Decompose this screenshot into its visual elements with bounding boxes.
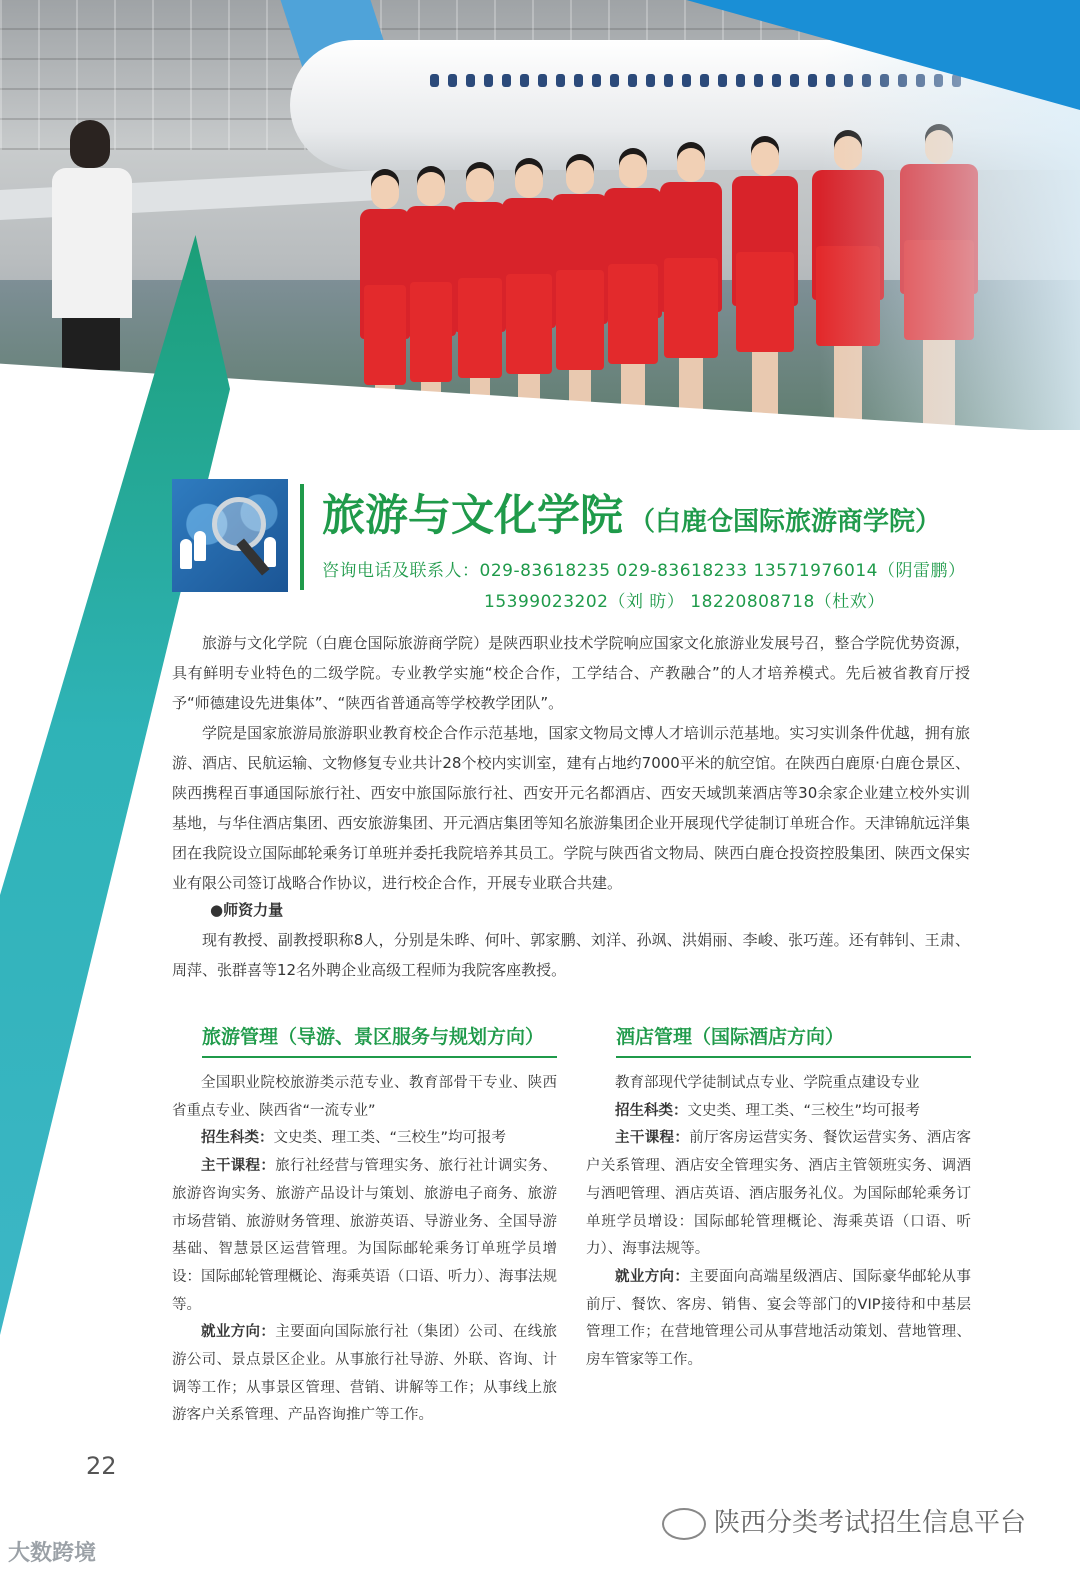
field-label: 主干课程：	[201, 1158, 276, 1175]
field-label: 招生科类：	[201, 1130, 274, 1147]
faculty-heading: ●师资力量	[210, 901, 284, 919]
facilities-paragraph: 学院是国家旅游局旅游职业教育校企合作示范基地，国家文物局文博人才培训示范基地。实习实训条件优越，拥有旅游、酒店、民航运输、文物修复专业共计28个校内实训室，建有占地约7000平米的航空馆。在陕西白鹿原·白鹿仓景区、陕西携程百事通国际旅行社、西安中旅国际旅行社、西安开元名都酒店、西安天域凯莱酒店等30余家企业建立校外实训基地，与华住酒店集团、西安旅游集团、开元酒店集团等知名旅游集团企业开展现代学徒制订单班合作。天津锦航远洋集团在我院设立国际邮轮乘务订单班并委托我院培养其员工。学院与陕西省文物局、陕西白鹿仓投资控股集团、陕西文保实业有限公司签订战略合作协议，进行校企合作，开展专业联合共建。	[172, 724, 970, 892]
major-hotel-management	[586, 1020, 971, 1375]
attendant-figure	[454, 168, 506, 430]
attendant-figure	[502, 164, 556, 430]
page-number: 22	[86, 1452, 117, 1480]
major-intro: 全国职业院校旅游类示范专业、教育部骨干专业、陕西省重点专业、陕西省“一流专业”	[172, 1075, 557, 1119]
attendant-figure	[604, 154, 662, 430]
field-value: 旅行社经营与管理实务、旅行社计调实务、旅游咨询实务、旅游产品设计与策划、旅游电子商务、旅游市场营销、旅游财务管理、旅游英语、导游业务、全国导游基础、智慧景区运营管理。为国际邮轮乘务订单班学员增设：国际邮轮管理概论、海乘英语（口语、听力）、海事法规等。	[172, 1158, 558, 1313]
field-label: 就业方向：	[201, 1324, 276, 1341]
field-value: 主要面向国际旅行社（集团）公司、在线旅游公司、景点景区企业。从事旅行社导游、外联、咨询、计调等工作；从事景区管理、营销、讲解等工作；从事线上旅游客户关系管理、产品咨询推广等工作。	[172, 1324, 558, 1424]
major-title: 酒店管理（国际酒店方向）	[616, 1020, 971, 1058]
attendant-figure	[660, 148, 722, 430]
field-value: 文史类、理工类、“三校生”均可报考	[687, 1102, 921, 1119]
field-value: 主要面向高端星级酒店、国际豪华邮轮从事前厅、餐饮、客房、销售、宴会等部门的VIP接待和中基层管理工作；在营地管理公司从事营地活动策划、营地管理、房车管家等工作。	[586, 1268, 972, 1369]
wechat-icon	[662, 1508, 706, 1540]
brand-watermark: 大数跨境	[8, 1541, 97, 1566]
field-label: 主干课程：	[615, 1130, 690, 1147]
attendant-figure	[732, 142, 798, 430]
wechat-watermark	[662, 1502, 1026, 1540]
page-title: 旅游与文化学院 （白鹿仓国际旅游商学院）	[322, 491, 942, 541]
page-subtitle: （白鹿仓国际旅游商学院）	[629, 507, 942, 537]
college-logo-image	[172, 479, 288, 592]
faculty-paragraph: 现有教授、副教授职称8人，分别是朱晔、何叶、郭家鹏、刘洋、孙飒、洪娟丽、李峻、张巧莲。还有韩钊、王肃、周萍、张群喜等12名外聘企业高级工程师为我院客座教授。	[172, 931, 970, 979]
enrollment-category	[586, 1098, 971, 1126]
field-value: 前厅客房运营实务、餐饮运营实务、酒店客户关系管理、酒店安全管理实务、酒店主管领班实务、调酒与酒吧管理、酒店英语、酒店服务礼仪。为国际邮轮乘务订单班学员增设：国际邮轮管理概论、海乘英语（口语、听力）、海事法规等。	[586, 1130, 972, 1258]
core-courses	[172, 1153, 557, 1319]
major-tourism-management	[172, 1020, 557, 1430]
instructor-figure	[42, 120, 132, 370]
field-label: 就业方向：	[615, 1268, 690, 1285]
intro-paragraph: 旅游与文化学院（白鹿仓国际旅游商学院）是陕西职业技术学院响应国家文化旅游业发展号召，整合学院优势资源，具有鲜明专业特色的二级学院。专业教学实施“校企合作，工学结合、产教融合”的人才培养模式。先后被省教育厅授予“师德建设先进集体”、“陕西省普通高等学校教学团队”。	[172, 634, 970, 712]
career-direction	[172, 1319, 557, 1430]
attendant-figure	[552, 160, 608, 430]
field-label: 招生科类：	[615, 1102, 688, 1119]
major-intro: 教育部现代学徒制试点专业、学院重点建设专业	[615, 1075, 920, 1091]
major-title: 旅游管理（导游、景区服务与规划方向）	[202, 1020, 557, 1058]
contact-line-2: 15399023202（刘 昉） 18220808718（杜欢）	[484, 592, 885, 612]
contact-line-1: 咨询电话及联系人：029-83618235 029-83618233 13571976014（阴雷鹏）	[322, 561, 966, 581]
career-direction	[586, 1264, 971, 1375]
enrollment-category	[172, 1125, 557, 1153]
title-divider	[300, 484, 304, 590]
core-courses	[586, 1125, 971, 1264]
field-value: 文史类、理工类、“三校生”均可报考	[273, 1130, 507, 1147]
watermark-text: 陕西分类考试招生信息平台	[714, 1508, 1027, 1538]
